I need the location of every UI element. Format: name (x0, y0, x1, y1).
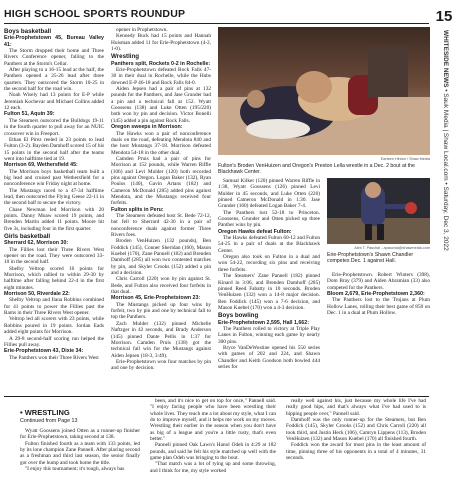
game-lead-in: Morrison 69, Wethersfield 45: (4, 162, 78, 169)
column-1 (4, 27, 104, 361)
page-number: 15 (435, 8, 453, 25)
story-paragraph: The Fillies lost their Three Rivers West opener on the road. They were outscored 33-10 in the second half. (4, 246, 104, 266)
story-paragraph: The Hawks defeated Fulton 60-12 and Fulton 54-25 in a pair of duals at the Blackhawk Center. (218, 235, 320, 254)
story-paragraph: The Panthers won their Three Rivers West (9, 354, 99, 361)
story-paragraph: The Steamers outscored the Bulldogs 19-11 in the fourth quarter to pull away for an NUIC crossover win in Freeport. (4, 117, 104, 137)
story-paragraph: "I enjoy this tournament; it's tough, always has (25, 466, 125, 473)
story-paragraph: Fulton finished fourth as a team with 133 points, led by its lone champion Zane Pannell. After placing second as a freshman and third last season, the senior finally got over the hump and took home the title. (20, 440, 140, 466)
game-lead-in: Panthers split, Rockets 0-2 in Rochelle: (111, 60, 211, 67)
game-lead-in: Sherrard 62, Morrison 30: (4, 240, 69, 247)
story-paragraph: A 29-8 second-half scoring run helped the Fillies pull away. (4, 335, 104, 348)
story-paragraph: Oregon also took on Fulton in a dual and won 54-22, recording six pins and receiving three forfeits. (218, 254, 320, 273)
story-paragraph: opener in Prophetstown. (116, 27, 168, 33)
game-lead-in: Fulton 51, Aquin 39: (4, 111, 55, 118)
game-lead-in: Fulton splits in Peru: (111, 206, 164, 213)
story-paragraph: Foddick won the award for most pins in the least amount of time, pinning three of his opponents in a total of 4 minutes, 31 seconds. (286, 442, 426, 462)
story-paragraph: "That match was a lot of tying up and some throwing, and I think for me, my style worked (150, 461, 276, 474)
game-lead-in: Morrison 45, Erie-Prophetstown 23: (111, 295, 201, 302)
story-paragraph: really well against his, just because my whole life I've had really good hips, and that's always what I've had used to is hipping people over," Pannell said. (286, 398, 426, 417)
section-subhead: Wrestling (111, 53, 140, 61)
game-lead-in: Erie-Prophetstown 2,595, Hall 1,662: (218, 319, 309, 326)
story-paragraph: Zach Mulder (132) pinned Michelle Naftzger in 42 seconds, and Brady Anderson (145) pinned Dante Pellis in 1:37 for Morrison. Camden Pruis (138) got the technical fall win for the Mustangs against Aiden Jepsen (18-3, 3:49). (111, 320, 211, 359)
story-paragraph: Erie-Prophetstown won four matches by pin and one by decision. (111, 358, 211, 372)
game-lead-in: Erie-Prophetstown 43, Dixie 34: (4, 348, 84, 355)
column-4 (327, 272, 430, 316)
story-paragraph: The Hawks won a pair of nonconference duals on the road, defeating Mendota 840 and the host Mustangs 37-18. Morrison defeated Mendota 54-18 in the other dual. (111, 130, 211, 156)
story-paragraph: Damhoff was the only runner-up for the Steamers, but Ben Foddick (145), Skyler Crooks (152) and Chris Carroll (220) all took third, and Justin Heck (106), Camryn Lippens (113), Broden VenHuizen (132) and Mason Kuebel (170) all finished fourth. (286, 417, 426, 443)
jump-column-1 (20, 428, 140, 472)
story-paragraph: been, and it's nice to get on top for once," Pannell said. "I enjoy facing people who have been wrestling their whole lives. They teach me a lot about my style, what I can do to improve myself, and it helps me work on my moves. Wrestling their earlier in the season when you don't have as big of a league and you're a little rusty, that's even better." (150, 398, 276, 443)
story-paragraph: Samual Kilker (120) pinned Warren Riffle in 1:38, Wyatt Goossens (126) pinned Levi Mulder in 45 seconds, and Luke Otten (220) pinned Cameron McDonald in 1:30. Jase Grunder (160) defeated Logan Baker 7-4. (218, 178, 320, 210)
jump-continued-line: Continued from Page 13 (20, 418, 78, 424)
section-subhead: Boys basketball (4, 28, 52, 35)
photo-caption-2: Erie-Prophetstown's Shawn Chandler competes Dec. 1 against Hall. (327, 252, 414, 265)
game-lead-in: Morrison 50, Riverdale 22: (4, 291, 70, 298)
game-lead-in: Erie-Prophetstown 45, Bureau Valley 41: (4, 35, 104, 48)
bowling-photo (327, 178, 430, 244)
story-paragraph: The Steamers defeated host St. Bede 72-12, but fell to Sherrard 42-30 in a pair of nonconference duals against former Three Rivers foes. (111, 212, 211, 238)
column-2 (111, 27, 211, 372)
publication-details: • Sauk Media | Shaw Local.com • Saturday, Dec 3, 2022 (442, 87, 449, 251)
section-subhead: Boys bowling (218, 312, 259, 320)
jump-column-3 (286, 398, 426, 461)
story-paragraph: The Panthers rolled to victory at Triple Play Lanes in Fulton, winning each game by nearly 300 pins. (218, 325, 320, 345)
jump-headline: • WRESTLING (20, 408, 70, 417)
story-paragraph: The Mustangs raced to a 47-34 halftime lead, then outscored the Flying Geese 22-11 in the second half to secure the victory. (4, 187, 104, 207)
story-paragraph: After playing to a 16-15 lead at the half, the Panthers opened a 25-26 lead after three quarters. They outscored the Storm 10-25 in the second half for the road win. (4, 67, 104, 93)
section-header: HIGH SCHOOL SPORTS ROUNDUP (4, 8, 186, 20)
header-rule (4, 23, 429, 24)
story-paragraph: The Panthers lost to the Trojans at Plum Hollow Lanes, rolling their best game of 850 on Dec. 1 in a dual at Plum Hollow. (327, 297, 430, 317)
section-subhead: Girls basketball (4, 233, 51, 240)
photo-caption-1: Fulton's Broden VenHuizen and Oregon's Preston Lella wrestle in a Dec. 2 bout at the Blackhawk Center. (218, 163, 415, 176)
story-paragraph: Erie-Prophetstown defeated Rock Falls 47-30 in their dual in Rochelle, while the Hubs downed E-P 46-18 and Rock Falls 84-0. (111, 67, 211, 86)
story-paragraph: Bryce VanDeWostine opened his 550 series with games of 202 and 224, and Shawn Chandler and Keith Goodson both bowled 444 series for (218, 344, 320, 370)
story-paragraph: The Morrison boys basketball team built a big lead and cruised past Wethersfield for a nonconference win Friday night at home. (4, 168, 104, 188)
vertical-publication-line (438, 30, 452, 250)
story-paragraph: Ethan El Pirez reeled in 23 points to lead Fulton (3-2). Bayden Damhoff scored 15 of his 15 points in the second half after the teams went into halftime tied at 19. (4, 136, 104, 162)
story-paragraph: Pannell pinned Oak Lawn's Hanol Odeh in 4:29 at 182 pounds, and said he felt his style matched up well with the game plan Odeh was bringing to the bout. (150, 442, 276, 462)
story-paragraph: The Steamers' Zane Pannell (182) pinned Kinard in 3:06, and Brenden Damhoff (285) pinned Reed Fabatty in 10 seconds. Broden VenHuizen (132) won a 14-8 major decision. Ben Foddick (145) won a 7-6 decision, and Mason Kuebel (170) won a 4-3 decision. (218, 273, 320, 311)
column-3 (218, 178, 320, 370)
story-paragraph: Erie-Prophetstown. Robert Winters (398), Dom Bray (379) and Aiden Abramian (33) also competed for the Panthers. (327, 272, 430, 291)
story-paragraph: The Storm dropped their home and Three Rivers Conference opener, falling to the Panthers at the Storm's Cellar. (4, 48, 104, 67)
story-paragraph: Broden VenHuizen (132 pounds), Ben Foddick (145), Conner Sheridan (160), Mason Kuebel (170), Zane Pannell (182) and Brenden Damhoff (285) all won two contested matches by pin, and Skyler Crooks (152) added a pin and a decision. (111, 238, 211, 277)
photo-credit-1: Earleen Hinton / Shaw Media (380, 157, 430, 161)
publication-name: WHITESIDE NEWS (442, 30, 449, 88)
story-paragraph: Kennedy Buck had 15 points and Hannah Huisman added 11 for Erie-Prophetstown (4-2, 1-0). (111, 33, 211, 53)
jump-column-2 (150, 398, 276, 474)
story-paragraph: Veltrop led all scorers with 23 points, while Robbins poured in 19 points. Jordan Eads added eight points for Morrison. (4, 316, 104, 336)
game-lead-in: Oregon sweeps in Morrison: (111, 124, 183, 131)
story-paragraph: Wyatt Goossens joined Otten as a runner-up finisher for Erie-Prophetstown, taking second at 138. (20, 428, 140, 441)
story-paragraph: The Panthers lost 52-18 to Princeton. Goossens, Grunder and Otten picked up three Panther wins by pin. (218, 209, 320, 229)
jump-divider-rule (4, 396, 429, 397)
story-paragraph: The Mustangs picked up four wins by forfeit, two by pin and one by technical fall to top the Panthers. (111, 301, 211, 321)
game-lead-in: Bloom 2,679, Erie-Prophetstown 2,360: (327, 291, 425, 298)
game-lead-in: Oregon Hawks defeat Fulton: (218, 228, 292, 235)
story-paragraph: Aiden Jepsen had a pair of pins at 132 pounds for the Panthers, and Jase Grunder had a pin and a technical fall at 152. Wyatt Goossens (138) and Luke Otten (195/220) both won by pin and decision. Victor Bonelli (145) added a pin against Rock Falls. (111, 86, 211, 124)
story-paragraph: Chris Carroll (220) won by pin against St. Bede, and Fulton also received four forfeits in that dual. (111, 276, 211, 296)
story-paragraph: Noah Wisely had 13 points for E-P while Jeremiah Kochevar and Michael Collins added 12 each. (4, 92, 104, 112)
story-paragraph: Shelby Veltrop scored 16 points for Morrison, which rallied to within 29-30 by halftime after falling behind 22-4 in the first eight minutes. (4, 265, 104, 291)
story-paragraph: Chase Newman led Morrison with 20 points. Danny Moaw scored 19 points, and Brenden Martin added 11 points. Moore hit five 3s, including four in the first quarter. (4, 206, 104, 232)
story-paragraph: Camden Pruis had a pair of pins for Morrison at 152 pounds, while Warren Riffle (106) and Levi Mulder (120) both recorded pins against Oregon. Logan Baker (132), Ryan Poulos (140), Gavin Artans (182) and Cameron McDonald (285) added pins against Mendota, and the Mustangs received four forfeits. (111, 155, 211, 207)
photo-credit-2: Alex T. Paschal - apaschal@shawmedia.com (354, 246, 430, 250)
wrestling-photo (218, 27, 430, 155)
story-paragraph: Shelby Veltrop and Ilana Robbins combined for 41 points to power the Fillies past the Rams in their Three Rivers West opener. (4, 297, 104, 317)
